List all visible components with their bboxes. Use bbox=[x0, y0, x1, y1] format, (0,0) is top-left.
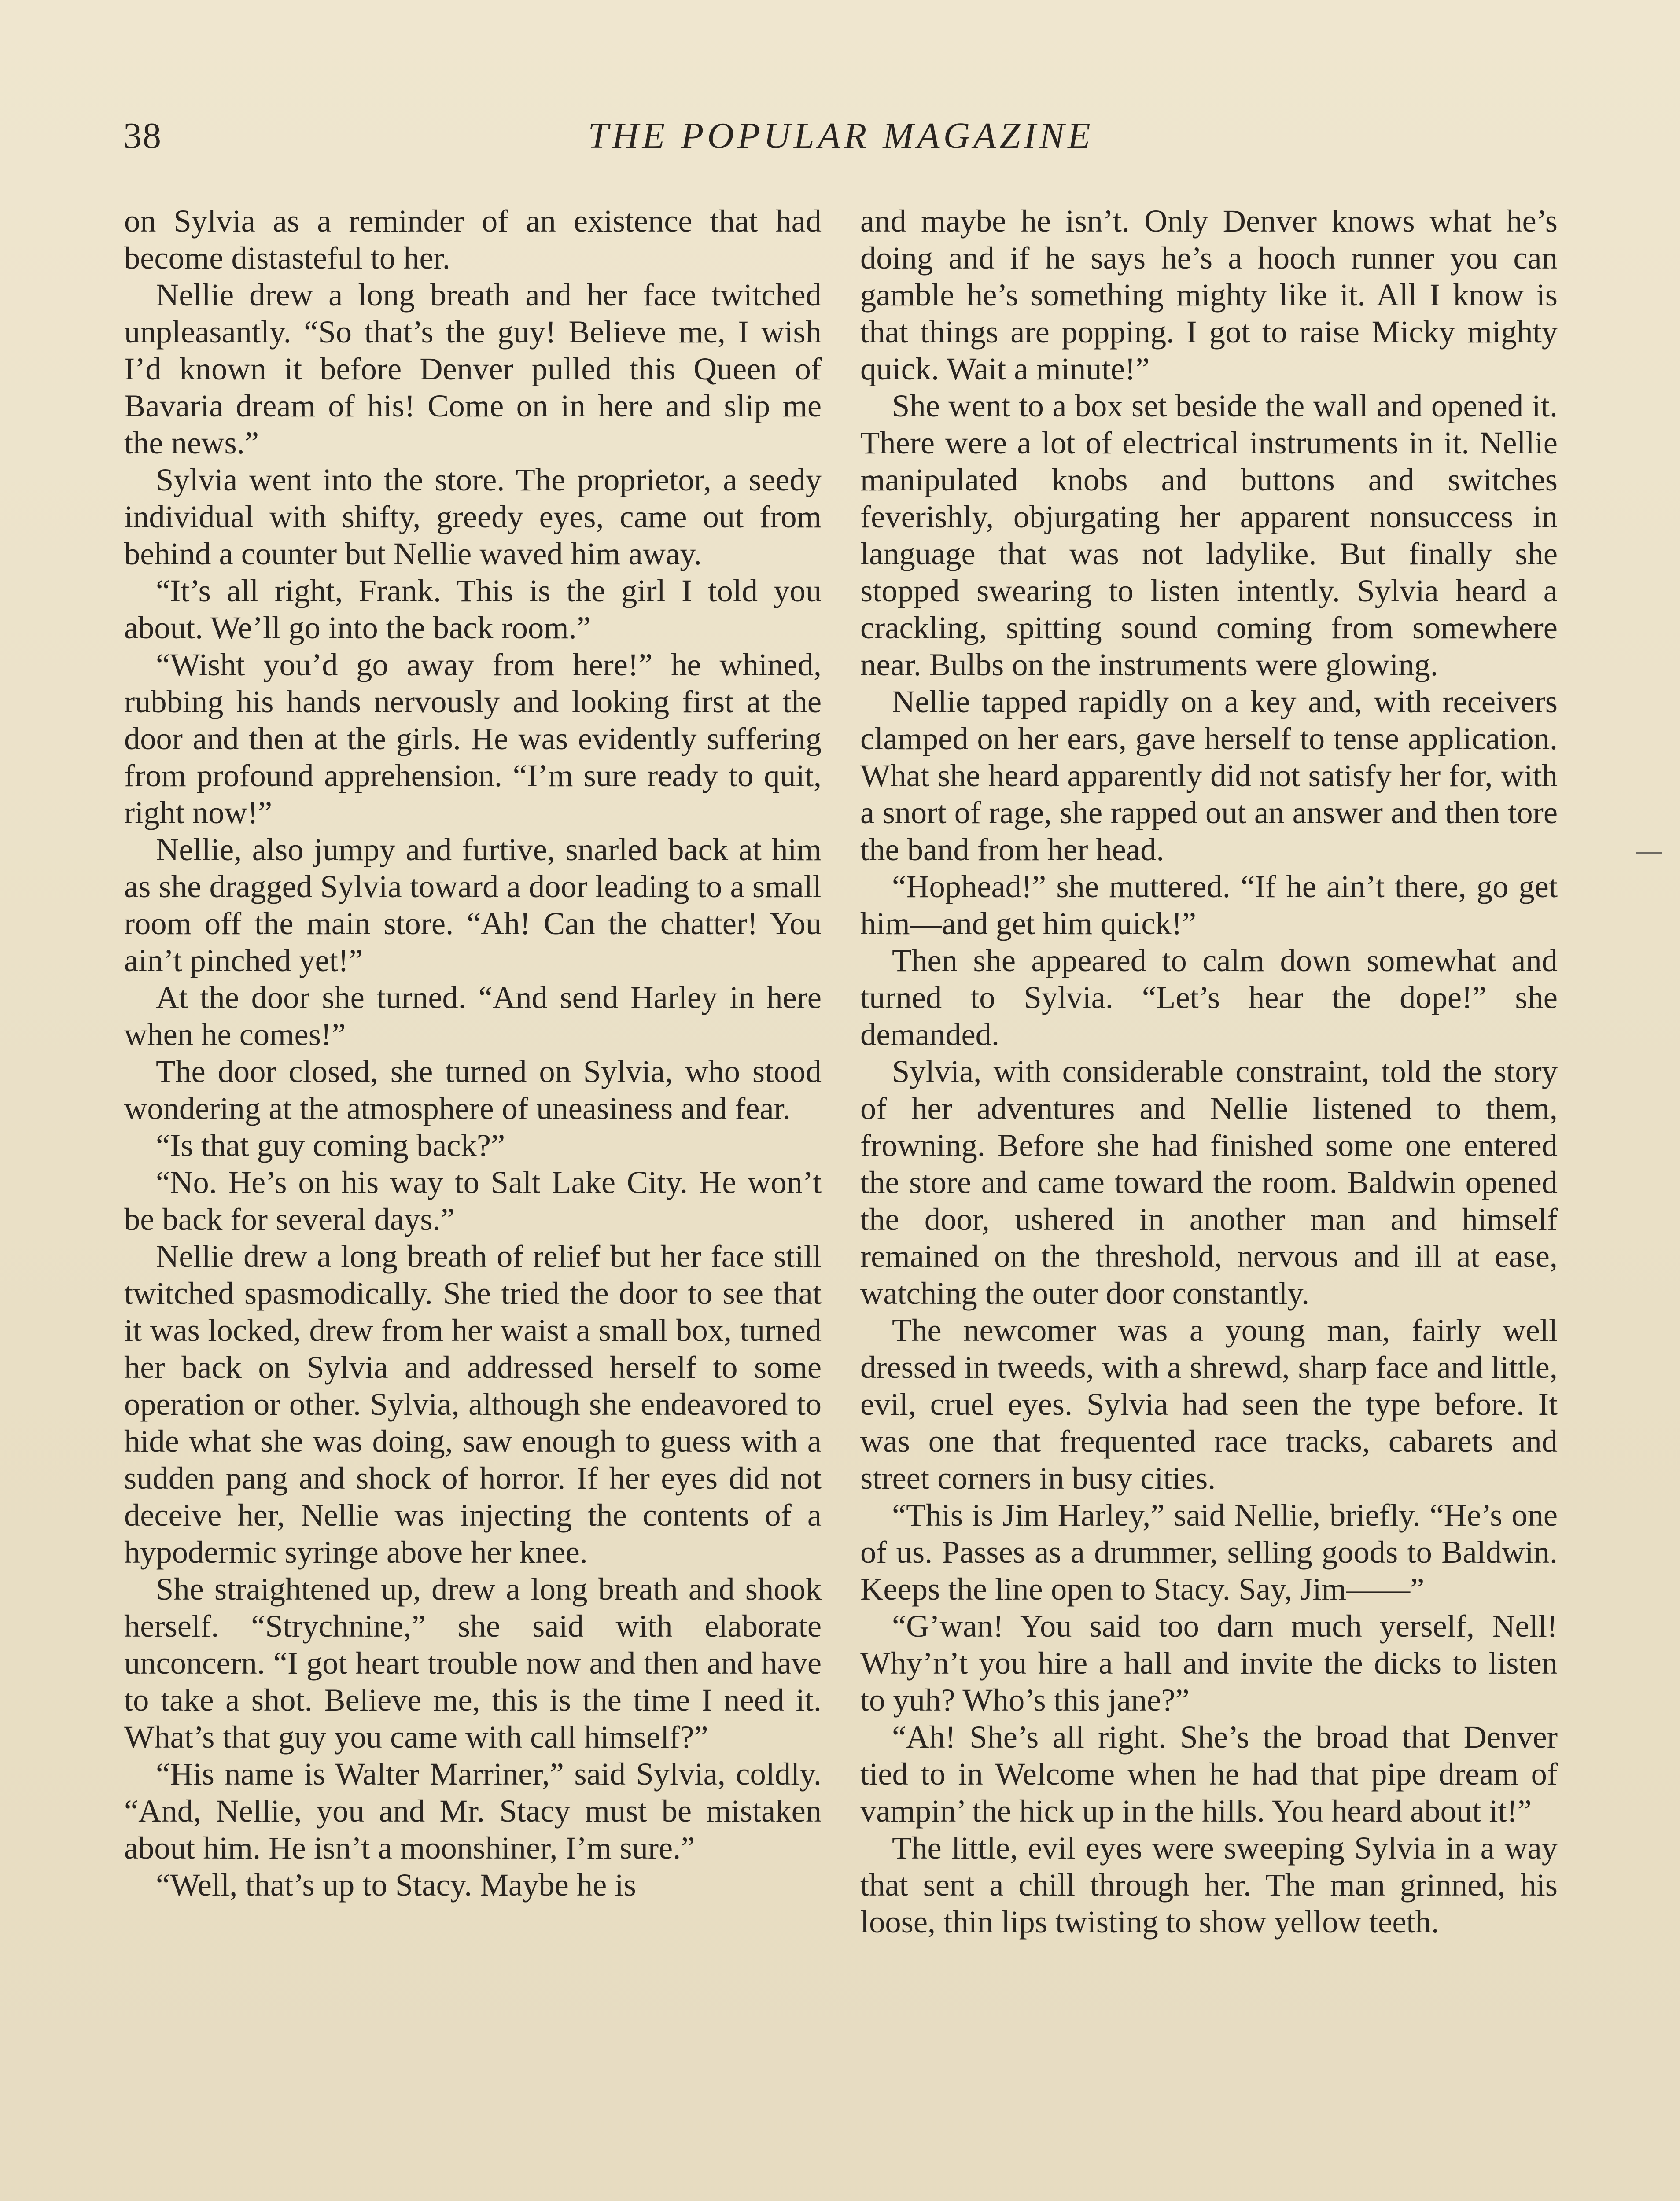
paragraph: She straightened up, drew a long breath and shook herself. “Strychnine,” she said with elaborate unconcern. “I got heart trouble now and then and have to take a shot. Believe me, this is the time I need it. What’s that guy you came with call himself?” bbox=[124, 1571, 822, 1755]
paragraph: “No. He’s on his way to Salt Lake City. He won’t be back for several days.” bbox=[124, 1164, 822, 1237]
paragraph: The little, evil eyes were sweeping Sylvia in a way that sent a chill through her. The man grinned, his loose, thin lips twisting to show yellow teeth. bbox=[860, 1830, 1558, 1940]
paragraph: Nellie drew a long breath and her face twitched unpleasantly. “So that’s the guy! Believe me, I wish I’d known it before Denver pulled this Queen of Bavaria dream of his! Come on in here and slip me the news.” bbox=[124, 277, 822, 460]
paragraph: “Wisht you’d go away from here!” he whined, rubbing his hands nervously and looking first at the door and then at the girls. He was evidently suffering from profound apprehension. “I’m sure ready to quit, right now!” bbox=[124, 647, 822, 830]
page-header bbox=[123, 110, 1558, 172]
paragraph: “G’wan! You said too darn much yerself, Nell! Why’n’t you hire a hall and invite the dicks to listen to yuh? Who’s this jane?” bbox=[860, 1608, 1558, 1718]
paragraph: The door closed, she turned on Sylvia, who stood wondering at the atmosphere of uneasiness and fear. bbox=[124, 1053, 822, 1126]
running-title: THE POPULAR MAGAZINE bbox=[588, 115, 1094, 156]
paragraph: “His name is Walter Marriner,” said Sylvia, coldly. “And, Nellie, you and Mr. Stacy must be mistaken about him. He isn’t a moonshiner, I’m sure.” bbox=[124, 1756, 822, 1866]
paragraph: Nellie, also jumpy and furtive, snarled back at him as she dragged Sylvia toward a door leading to a small room off the main store. “Ah! Can the chatter! You ain’t pinched yet!” bbox=[124, 832, 822, 978]
paragraph: on Sylvia as a reminder of an existence that had become distasteful to her. bbox=[124, 203, 822, 276]
paragraph: The newcomer was a young man, fairly well dressed in tweeds, with a shrewd, sharp face and little, evil, cruel eyes. Sylvia had seen the type before. It was one that frequented race tracks, cabarets and street corners in busy cities. bbox=[860, 1312, 1558, 1496]
paragraph: Sylvia went into the store. The proprietor, a seedy individual with shifty, greedy eyes, came out from behind a counter but Nellie waved him away. bbox=[124, 462, 822, 571]
paragraph: Nellie tapped rapidly on a key and, with receivers clamped on her ears, gave herself to tense application. What she heard apparently did not satisfy her for, with a snort of rage, she rapped out an answer and then tore the band from her head. bbox=[860, 684, 1558, 867]
paragraph: “Well, that’s up to Stacy. Maybe he is bbox=[156, 1867, 636, 1903]
right-column bbox=[860, 202, 1558, 2201]
paragraph: “This is Jim Harley,” said Nellie, briefly. “He’s one of us. Passes as a drummer, selling goods to Baldwin. Keeps the line open to Stacy. Say, Jim——” bbox=[860, 1497, 1558, 1607]
paragraph: Sylvia, with considerable constraint, told the story of her adventures and Nellie listened to them, frowning. Before she had finished some one entered the store and came toward the room. Baldwin opened the door, ushered in another man and himself remained on the threshold, nervous and ill at ease, watching the outer door constantly. bbox=[860, 1053, 1558, 1311]
paragraph: Nellie drew a long breath of relief but her face still twitched spasmodically. She tried the door to see that it was locked, drew from her waist a small box, turned her back on Sylvia and addressed herself to some operation or other. Sylvia, although she endeavored to hide what she was doing, saw enough to guess with a sudden pang and shock of horror. If her eyes did not deceive her, Nellie was injecting the contents of a hypodermic syringe above her knee. bbox=[124, 1238, 822, 1570]
paragraph: Then she appeared to calm down somewhat and turned to Sylvia. “Let’s hear the dope!” she demanded. bbox=[860, 942, 1558, 1052]
paragraph: “It’s all right, Frank. This is the girl I told you about. We’ll go into the back room.” bbox=[124, 573, 822, 645]
paragraph: “Hophead!” she muttered. “If he ain’t there, go get him—and get him quick!” bbox=[860, 869, 1558, 941]
paragraph: and maybe he isn’t. Only Denver knows what he’s doing and if he says he’s a hooch runner you can gamble he’s something mighty like it. All I know is that things are popping. I got to raise Micky mighty quick. Wait a minute!” bbox=[860, 203, 1558, 386]
page-number: 38 bbox=[123, 115, 162, 156]
margin-mark bbox=[1636, 852, 1662, 854]
paragraph: She went to a box set beside the wall and opened it. There were a lot of electrical instruments in it. Nellie manipulated knobs and buttons and switches feverishly, objurgating her apparent nonsuccess in language that was not ladylike. But finally she stopped swearing to listen intently. Sylvia heard a crackling, spitting sound coming from somewhere near. Bulbs on the instruments were glowing. bbox=[860, 388, 1558, 682]
paragraph: At the door she turned. “And send Harley in here when he comes!” bbox=[124, 979, 822, 1052]
paragraph: “Is that guy coming back?” bbox=[156, 1127, 505, 1163]
left-column bbox=[124, 202, 822, 2201]
paragraph: “Ah! She’s all right. She’s the broad that Denver tied to in Welcome when he had that pipe dream of vampin’ the hick up in the hills. You heard about it!” bbox=[860, 1719, 1558, 1829]
